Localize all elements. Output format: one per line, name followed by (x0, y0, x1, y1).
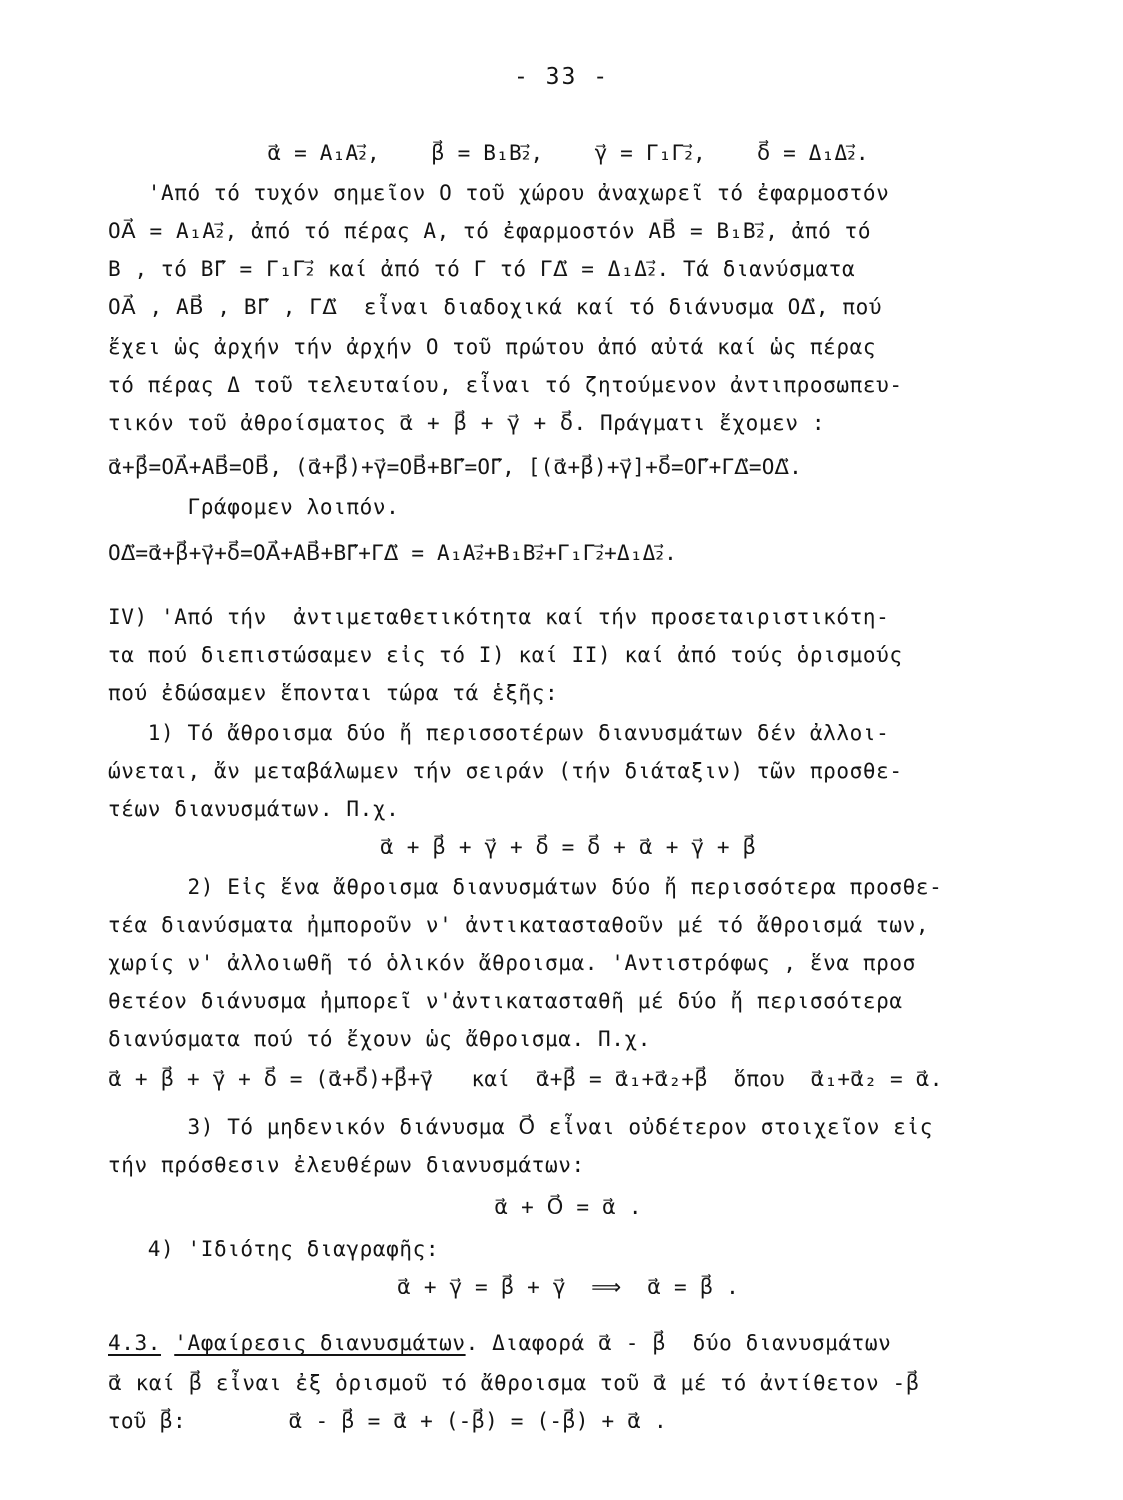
formula-sums: α⃗+β⃗=OA⃗+AB⃗=OB⃗, (α⃗+β⃗)+γ⃗=OB⃗+BΓ⃗=OΓ⃗, [(α⃗+β⃗)+γ⃗]+δ⃗=OΓ⃗+ΓΔ⃗=OΔ⃗. (108, 455, 802, 479)
section-heading (108, 1326, 1028, 1360)
text-line-3: B , τό BΓ⃗ = Γ₁Γ₂⃗ καί ἀπό τό Γ τό ΓΔ⃗ = Δ₁Δ₂⃗. Τά διανύσματα (108, 257, 856, 281)
text-line-20: χωρίς ν' ἀλλοιωθῆ τό ὁλικόν ἄθροισμα. 'Αντιστρόφως , ἕνα προσ (108, 951, 916, 975)
text-line-16: τέων διανυσμάτων. Π.χ. (108, 797, 400, 821)
text-line-21: θετέον διάνυσμα ἠμπορεῖ ν'ἀντικατασταθῆ μέ δύο ἤ περισσότερα (108, 989, 903, 1013)
text-line-2: OA⃗ = A₁A₂⃗, ἀπό τό πέρας A, τό ἐφαρμοστόν AB⃗ = B₁B₂⃗, ἀπό τό (108, 219, 872, 243)
text-line-6: τό πέρας Δ τοῦ τελευταίου, εἶναι τό ζητούμενον ἀντιπροσωπευ- (108, 373, 903, 397)
text-line-14: 1) Τό ἄθροισμα δύο ἤ περισσοτέρων διανυσμάτων δέν ἀλλοι- (108, 721, 890, 745)
text-line-12: τα πού διεπιστώσαμεν εἰς τό I) καί II) καί ἀπό τούς ὁρισμούς (108, 643, 903, 667)
text-line-22: διανύσματα πού τό ἔχουν ὡς ἄθροισμα. Π.χ. (108, 1027, 651, 1051)
text-line-7: τικόν τοῦ ἀθροίσματος α⃗ + β⃗ + γ⃗ + δ⃗. Πράγματι ἔχομεν : (108, 411, 826, 435)
formula-total: OΔ⃗=α⃗+β⃗+γ⃗+δ⃗=OA⃗+AB⃗+BΓ⃗+ΓΔ⃗ = A₁A₂⃗+B₁B₂⃗+Γ₁Γ₂⃗+Δ₁Δ₂⃗. (108, 541, 677, 565)
section-title: 'Αφαίρεσις διανυσμάτων (174, 1331, 466, 1355)
text-line-24: 3) Τό μηδενικόν διάνυσμα O⃗ εἶναι οὐδέτερον στοιχεῖον εἰς (108, 1115, 933, 1139)
text-line-9: Γράφομεν λοιπόν. (108, 495, 400, 519)
text-line-31: α⃗ καί β⃗ εἶναι ἐξ ὁρισμοῦ τό ἄθροισμα τοῦ α⃗ μέ τό ἀντίθετον -β⃗ (108, 1371, 920, 1395)
text-line-18: 2) Εἰς ἕνα ἄθροισμα διανυσμάτων δύο ἤ περισσότερα προσθε- (108, 875, 943, 899)
page-number: - 33 - (513, 64, 610, 90)
text-line-25: τήν πρόσθεσιν ἐλευθέρων διανυσμάτων: (108, 1153, 585, 1177)
section-intro: . Διαφορά α⃗ - β⃗ δύο διανυσμάτων (465, 1331, 892, 1355)
formula-definitions: α⃗ = A₁A₂⃗, β⃗ = B₁B₂⃗, γ⃗ = Γ₁Γ₂⃗, δ⃗ = Δ₁Δ₂⃗. (267, 141, 869, 165)
text-line-11: IV) 'Από τήν ἀντιμεταθετικότητα καί τήν προσεταιριστικότη- (108, 605, 890, 629)
text-line-27: 4) 'Ιδιότης διαγραφῆς: (108, 1237, 440, 1261)
text-line-19: τέα διανύσματα ἠμποροῦν ν' ἀντικατασταθοῦν μέ τό ἄθροισμά των, (108, 913, 930, 937)
formula-associative: α⃗ + β⃗ + γ⃗ + δ⃗ = (α⃗+δ⃗)+β⃗+γ⃗ καί α⃗+β⃗ = α⃗₁+α⃗₂+β⃗ ὅπου α⃗₁+α⃗₂ = α⃗. (108, 1067, 943, 1091)
text-line-13: πού ἐδώσαμεν ἕπονται τώρα τά ἑξῆς: (108, 681, 559, 705)
formula-commutative: α⃗ + β⃗ + γ⃗ + δ⃗ = δ⃗ + α⃗ + γ⃗ + β⃗ (379, 835, 757, 859)
text-line-4: OA⃗ , AB⃗ , BΓ⃗ , ΓΔ⃗ εἶναι διαδοχικά καί τό διάνυσμα OΔ⃗, πού (108, 295, 883, 319)
formula-zero: α⃗ + O⃗ = α⃗ . (494, 1195, 642, 1219)
formula-difference: τοῦ β⃗: α⃗ - β⃗ = α⃗ + (-β⃗) = (-β⃗) + α⃗ . (108, 1409, 667, 1433)
text-line-5: ἔχει ὡς ἀρχήν τήν ἀρχήν O τοῦ πρώτου ἀπό αὐτά καί ὡς πέρας (108, 335, 877, 359)
section-number: 4.3. (108, 1331, 161, 1355)
text-line-15: ώνεται, ἄν μεταβάλωμεν τήν σειράν (τήν διάταξιν) τῶν προσθε- (108, 759, 903, 783)
formula-cancellation: α⃗ + γ⃗ = β⃗ + γ⃗ ⟹ α⃗ = β⃗ . (396, 1275, 740, 1299)
text-line-1: 'Από τό τυχόν σημεῖον O τοῦ χώρου ἀναχωρεῖ τό ἐφαρμοστόν (108, 181, 890, 205)
